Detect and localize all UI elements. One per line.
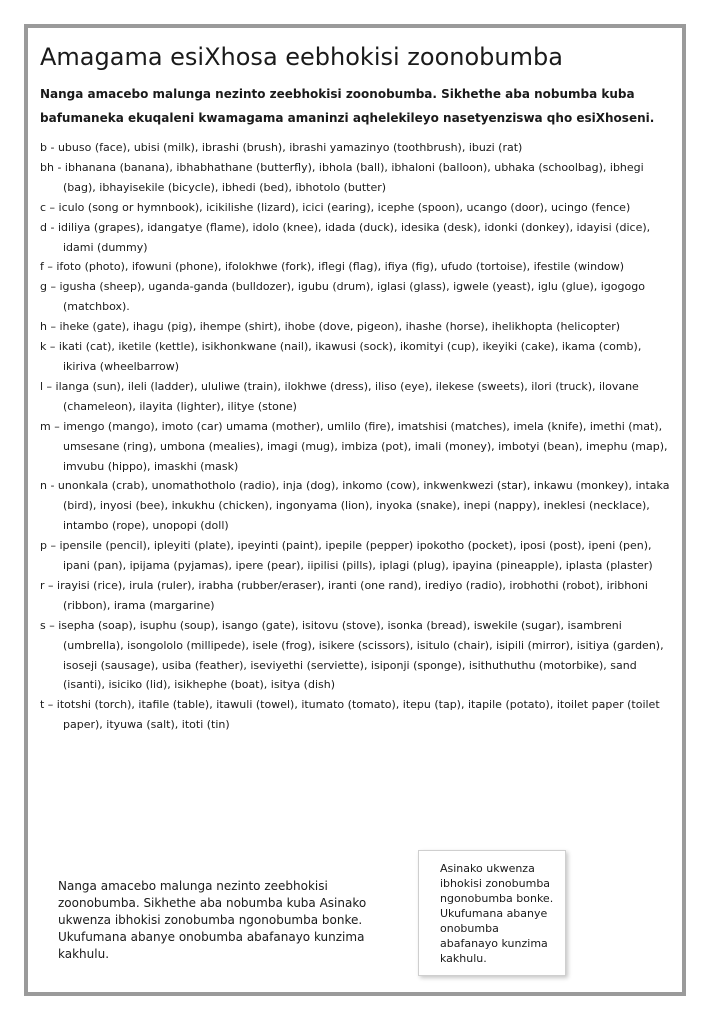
entry-b: b - ubuso (face), ubisi (milk), ibrashi (brush), ibrashi yamazinyo (toothbrush), ibuzi (rat) xyxy=(40,141,523,154)
entry-n: n - unonkala (crab), unomathotholo (radio), inja (dog), inkomo (cow), inkwenkwezi (star), inkawu (monkey), intaka (bird), inyosi (bee), inkukhu (chicken), ingonyama (lion), inyoka (snake), inepi (nappy), ineklesi (necklace), intambo (rope), unopopi (doll) xyxy=(40,479,670,533)
entry-c: c – iculo (song or hymnbook), icikilishe (lizard), icici (earing), icephe (spoon), ucango (door), ucingo (fence) xyxy=(40,200,631,214)
entry-s: s – isepha (soap), isuphu (soup), isango (gate), isitovu (stove), isonka (bread), iswekile (sugar), isambreni (umbrella), isongololo (millipede), isele (frog), isikere (scissors), isitulo (chair), isipili (mirror), isitiya (garden), isoseji (sausage), usiba (feather), iseviyethi (serviette), isiponji (sponge), isithuthuthu (motorbike), sand (isanti), isiciko (lid), isikhephe (boat), isitya (dish) xyxy=(40,618,664,692)
entry-bh: bh - ibhanana (banana), ibhabhathane (butterfly), ibhola (ball), ibhaloni (balloon), ubhaka (schoolbag), ibhegi (bag), ibhayisekile (bicycle), ibhedi (bed), ibhotolo (butter) xyxy=(40,160,644,194)
page-frame xyxy=(24,24,686,996)
page-title: Amagama esiXhosa eebhokisi zoonobumba xyxy=(40,43,563,71)
bottom-note: Nanga amacebo malunga nezinto zeebhokisi zoonobumba. Sikhethe aba nobumba kuba Asinako ukwenza ibhokisi zonobumba ngonobumba bonke. Ukufumana abanye onobumba abafanayo kunzima kakhulu. xyxy=(58,879,367,961)
entry-m: m – imengo (mango), imoto (car) umama (mother), umlilo (fire), imatshisi (matches), imela (knife), imethi (mat), umsesane (ring), umbona (mealies), imagi (mug), imbiza (pot), imali (money), imbotyi (bean), imephu (map), imvubu (hippo), imaskhi (mask) xyxy=(40,419,668,473)
entry-f: f – ifoto (photo), ifowuni (phone), ifolokhwe (fork), iflegi (flag), ifiya (fig), ufudo (tortoise), ifestile (window) xyxy=(40,260,625,274)
entry-p: p – ipensile (pencil), ipleyiti (plate), ipeyinti (paint), ipepile (pepper) ipokotho (pocket), iposi (post), ipeni (pen), ipani (pan), ipijama (pyjamas), ipere (pear), iipilisi (pills), iplagi (plug), ipayina (pineapple), iplasta (plaster) xyxy=(40,539,653,573)
entry-h: h – iheke (gate), ihagu (pig), ihempe (shirt), ihobe (dove, pigeon), ihashe (horse), ihelikhopta (helicopter) xyxy=(40,320,621,334)
intro-paragraph: Nanga amacebo malunga nezinto zeebhokisi zoonobumba. Sikhethe aba nobumba kuba bafumaneka ekuqaleni kwamagama amaninzi aqhelekileyo nasetyenziswa qho esiXhoseni. xyxy=(40,87,655,125)
entry-t: t – itotshi (torch), itafile (table), itawuli (towel), itumato (tomato), itepu (tap), itapile (potato), itoilet paper (toilet paper), ityuwa (salt), itoti (tin) xyxy=(40,698,660,732)
entry-k: k – ikati (cat), iketile (kettle), isikhonkwane (nail), ikawusi (sock), ikomityi (cup), ikeyiki (cake), ikama (comb), ikiriva (wheelbarrow) xyxy=(40,340,642,373)
entry-d: d - idiliya (grapes), idangatye (flame), idolo (knee), idada (duck), idesika (desk), idonki (donkey), idayisi (dice), idami (dummy) xyxy=(40,220,651,254)
entry-l: l – ilanga (sun), ileli (ladder), ululiwe (train), ilokhwe (dress), iliso (eye), ilekese (sweets), ilori (truck), ilovane (chameleon), ilayita (lighter), ilitye (stone) xyxy=(40,379,639,413)
sticky-note-text: Asinako ukwenza ibhokisi zonobumba ngonobumba bonke. Ukufumana abanye onobumba abafanayo kunzima kakhulu. xyxy=(440,862,554,965)
entry-g: g – igusha (sheep), uganda-ganda (bulldozer), igubu (drum), iglasi (glass), igwele (yeast), iglu (glue), igogogo (matchbox). xyxy=(40,280,645,314)
entry-r: r – irayisi (rice), irula (ruler), irabha (rubber/eraser), iranti (one rand), irediyo (radio), irobhothi (robot), iribhoni (ribbon), irama (margarine) xyxy=(40,578,648,612)
letter-word-list xyxy=(40,138,674,735)
sticky-note xyxy=(418,850,566,976)
